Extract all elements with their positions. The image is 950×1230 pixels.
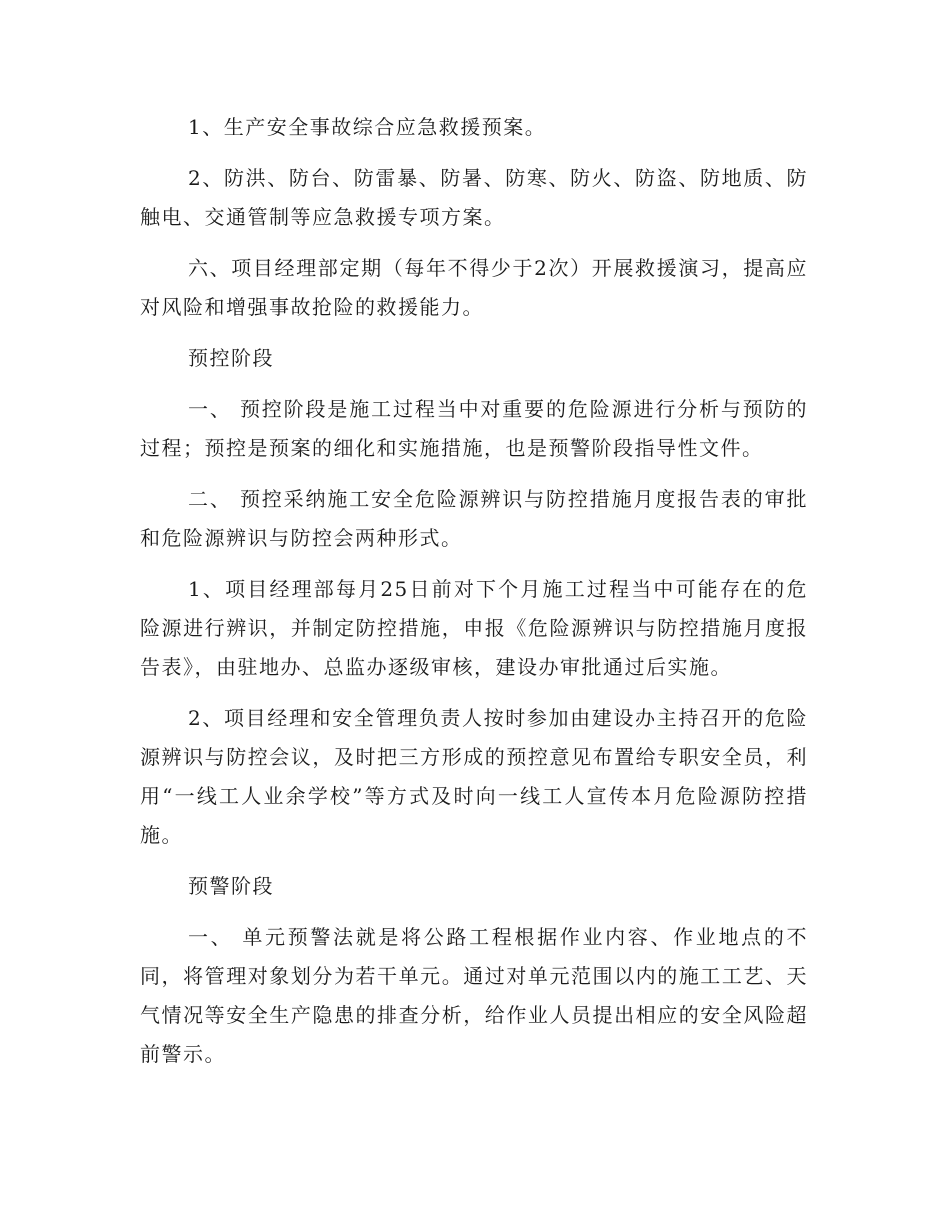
paragraph-emergency-plan: 1、生产安全事故综合应急救援预案。 [188, 115, 547, 139]
paragraph-special-plans: 2、防洪、防台、防雷暴、防暑、防寒、防火、防盗、防地质、防触电、交通管制等应急救援专项方案。 [140, 166, 808, 229]
paragraph-control-meeting: 2、项目经理和安全管理负责人按时参加由建设办主持召开的危险源辨识与防控会议，及时把三方形成的预控意见布置给专职安全员，利用“一线工人业余学校”等方式及时向一线工人宣传本月危险源防控措施。 [140, 706, 808, 847]
paragraph-precontrol-forms: 二、 预控采纳施工安全危险源辨识与防控措施月度报告表的审批和危险源辨识与防控会两种形式。 [140, 487, 808, 550]
document-body [140, 108, 808, 1086]
section-heading-precontrol: 预控阶段 [188, 346, 274, 370]
paragraph-precontrol-definition: 一、 预控阶段是施工过程当中对重要的危险源进行分析与预防的过程；预控是预案的细化和实施措施，也是预警阶段指导性文件。 [140, 397, 808, 460]
paragraph-unit-warning: 一、 单元预警法就是将公路工程根据作业内容、作业地点的不同，将管理对象划分为若干单元。通过对单元范围以内的施工工艺、天气情况等安全生产隐患的排查分析，给作业人员提出相应的安全风险超前警示。 [140, 925, 808, 1066]
paragraph-drills: 六、项目经理部定期（每年不得少于2次）开展救援演习，提高应对风险和增强事故抢险的救援能力。 [140, 256, 808, 319]
paragraph-monthly-report: 1、项目经理部每月25日前对下个月施工过程当中可能存在的危险源进行辨识，并制定防控措施，申报《危险源辨识与防控措施月度报告表》，由驻地办、总监办逐级审核，建设办审批通过后实施。 [140, 577, 808, 679]
section-heading-warning: 预警阶段 [188, 874, 274, 898]
